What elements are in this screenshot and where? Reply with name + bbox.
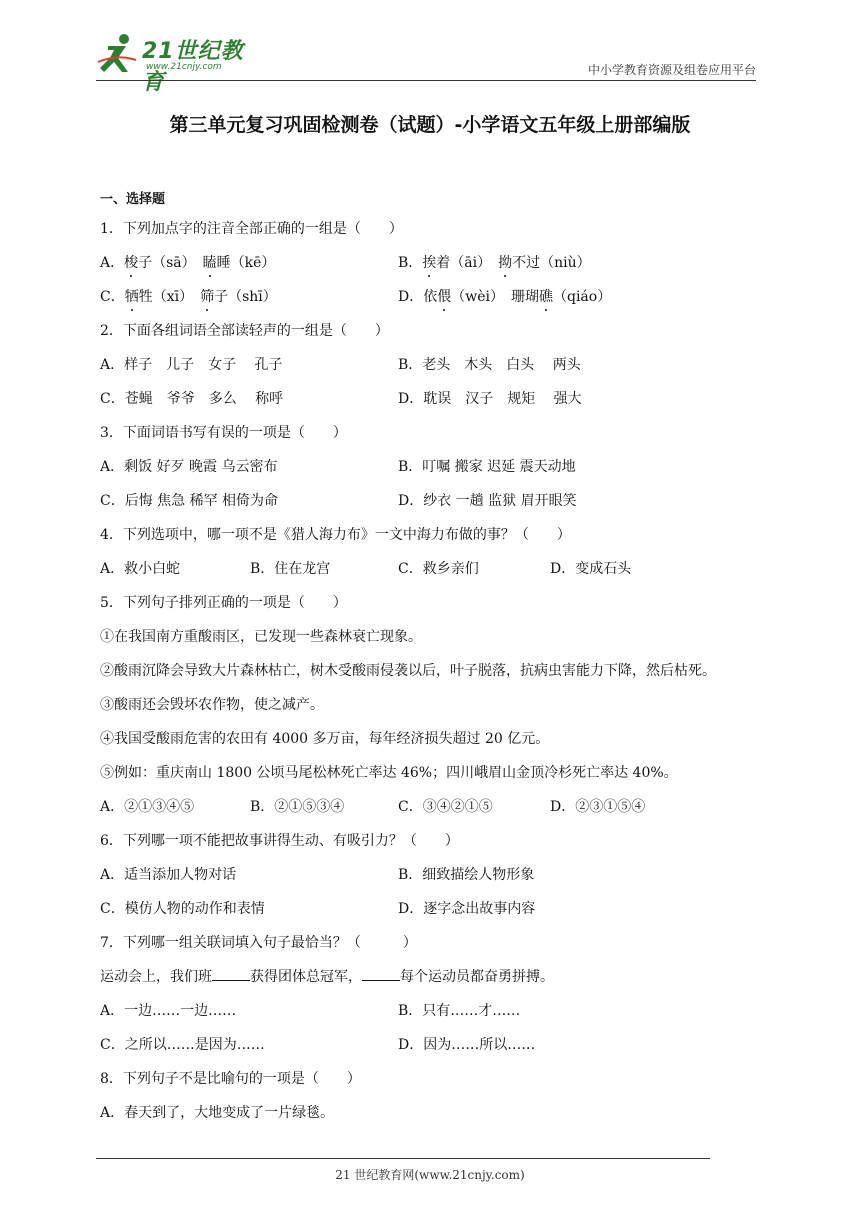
sentence-4: ④我国受酸雨危害的农田有 4000 多万亩，每年经济损失超过 20 亿元。 [100,731,550,747]
question-3-options-cd [100,490,780,524]
question-5-options [100,796,780,830]
option-b: B．住在龙宫 [250,561,331,577]
section-heading: 一、选择题 [100,192,166,207]
option-a: A．②①③④⑤ [100,799,195,815]
option-d: D．逐字念出故事内容 [398,901,536,917]
option-d: D．依偎（wèi） 珊瑚礁（qiáo） [398,286,611,308]
option-b: B．细致描绘人物形象 [398,867,535,883]
question-7-options-ab [100,1000,780,1034]
question-8-stem: 8．下列句子不是比喻句的一项是（ ） [100,1071,361,1087]
question-7-sentence: 运动会上，我们班 获得团体总冠军， 每个运动员都奋勇拼搏。 [100,966,780,1000]
option-a: A．救小白蛇 [100,561,181,577]
site-logo [96,30,266,95]
option-c: C．牺牲（xī） 筛子（shī） [100,286,277,308]
option-b: B．只有……才…… [398,1003,521,1019]
question-5-stem: 5．下列句子排列正确的一项是（ ） [100,595,347,611]
site-tagline: 中小学教育资源及组卷应用平台 [587,63,756,77]
option-c: C．之所以……是因为…… [100,1037,265,1053]
question-3-options-ab [100,456,780,490]
option-d: D．纱衣 一趟 监狱 眉开眼笑 [398,493,577,509]
exam-content [100,190,780,1136]
logo-url: www.21cnjy.com [146,62,222,72]
option-c: C．模仿人物的动作和表情 [100,901,265,917]
option-a: A．一边……一边…… [100,1003,237,1019]
option-d: D．变成石头 [550,561,632,577]
question-4-stem: 4．下列选项中，哪一项不是《猎人海力布》一文中海力布做的事？（ ） [100,527,571,543]
option-b: B．挨着（āi） 拗不过（niù） [398,252,591,274]
option-b: B．老头 木头 白头 两头 [398,357,581,373]
option-c: C．后悔 焦急 稀罕 相倚为命 [100,493,279,509]
page-title: 第三单元复习巩固检测卷（试题）-小学语文五年级上册部编版 [169,114,691,136]
question-6-options-ab [100,864,780,898]
footer-text: 21 世纪教育网(www.21cnjy.com) [335,1168,525,1182]
sentence-2: ②酸雨沉降会导致大片森林枯亡，树木受酸雨侵袭以后，叶子脱落，抗病虫害能力下降，然后枯死。 [100,663,716,679]
option-b: B．②①⑤③④ [250,799,345,815]
question-2-options-ab [100,354,780,388]
runner-logo-icon [96,32,140,76]
option-d: D．②③①⑤④ [550,799,646,815]
option-d: D．耽误 汉子 规矩 强大 [398,391,582,407]
option-a: A．样子 儿子 女子 孔子 [100,357,283,373]
option-a: A．梭子（sā） 瞌睡（kē） [100,252,275,274]
sentence-3: ③酸雨还会毁坏农作物，使之减产。 [100,697,324,713]
option-d: D．因为……所以…… [398,1037,536,1053]
footer-divider [96,1158,710,1159]
fill-blank [362,966,400,981]
option-c: C．③④②①⑤ [398,799,493,815]
question-7-options-cd [100,1034,780,1068]
question-2-options-cd [100,388,780,422]
header-divider [96,80,756,81]
logo-text: 21世纪教育 [142,39,244,95]
question-1-options-cd [100,286,780,320]
fill-blank [212,966,250,981]
option-c: C．救乡亲们 [398,561,479,577]
question-6-options-cd [100,898,780,932]
option-a: A．春天到了，大地变成了一片绿毯。 [100,1105,335,1121]
option-b: B．叮嘱 搬家 迟延 震天动地 [398,459,576,475]
option-c: C．苍蝇 爷爷 多么 称呼 [100,391,284,407]
question-1-stem: 1．下列加点字的注音全部正确的一组是（ ） [100,221,403,237]
question-3-stem: 3．下面词语书写有误的一项是（ ） [100,425,347,441]
sentence-5: ⑤例如：重庆南山 1800 公顷马尾松林死亡率达 46%；四川峨眉山金顶冷杉死亡率达 40%。 [100,765,678,781]
question-6-stem: 6．下列哪一项不能把故事讲得生动、有吸引力？（ ） [100,833,459,849]
question-7-stem: 7．下列哪一组关联词填入句子最恰当？（ ） [100,935,417,951]
question-2-stem: 2．下面各组词语全部读轻声的一组是（ ） [100,323,389,339]
question-1-options-ab [100,252,780,286]
option-a: A．适当添加人物对话 [100,867,237,883]
sentence-1: ①在我国南方重酸雨区，已发现一些森林衰亡现象。 [100,629,422,645]
question-4-options [100,558,780,592]
option-a: A．剩饭 好歹 晚霞 乌云密布 [100,459,278,475]
